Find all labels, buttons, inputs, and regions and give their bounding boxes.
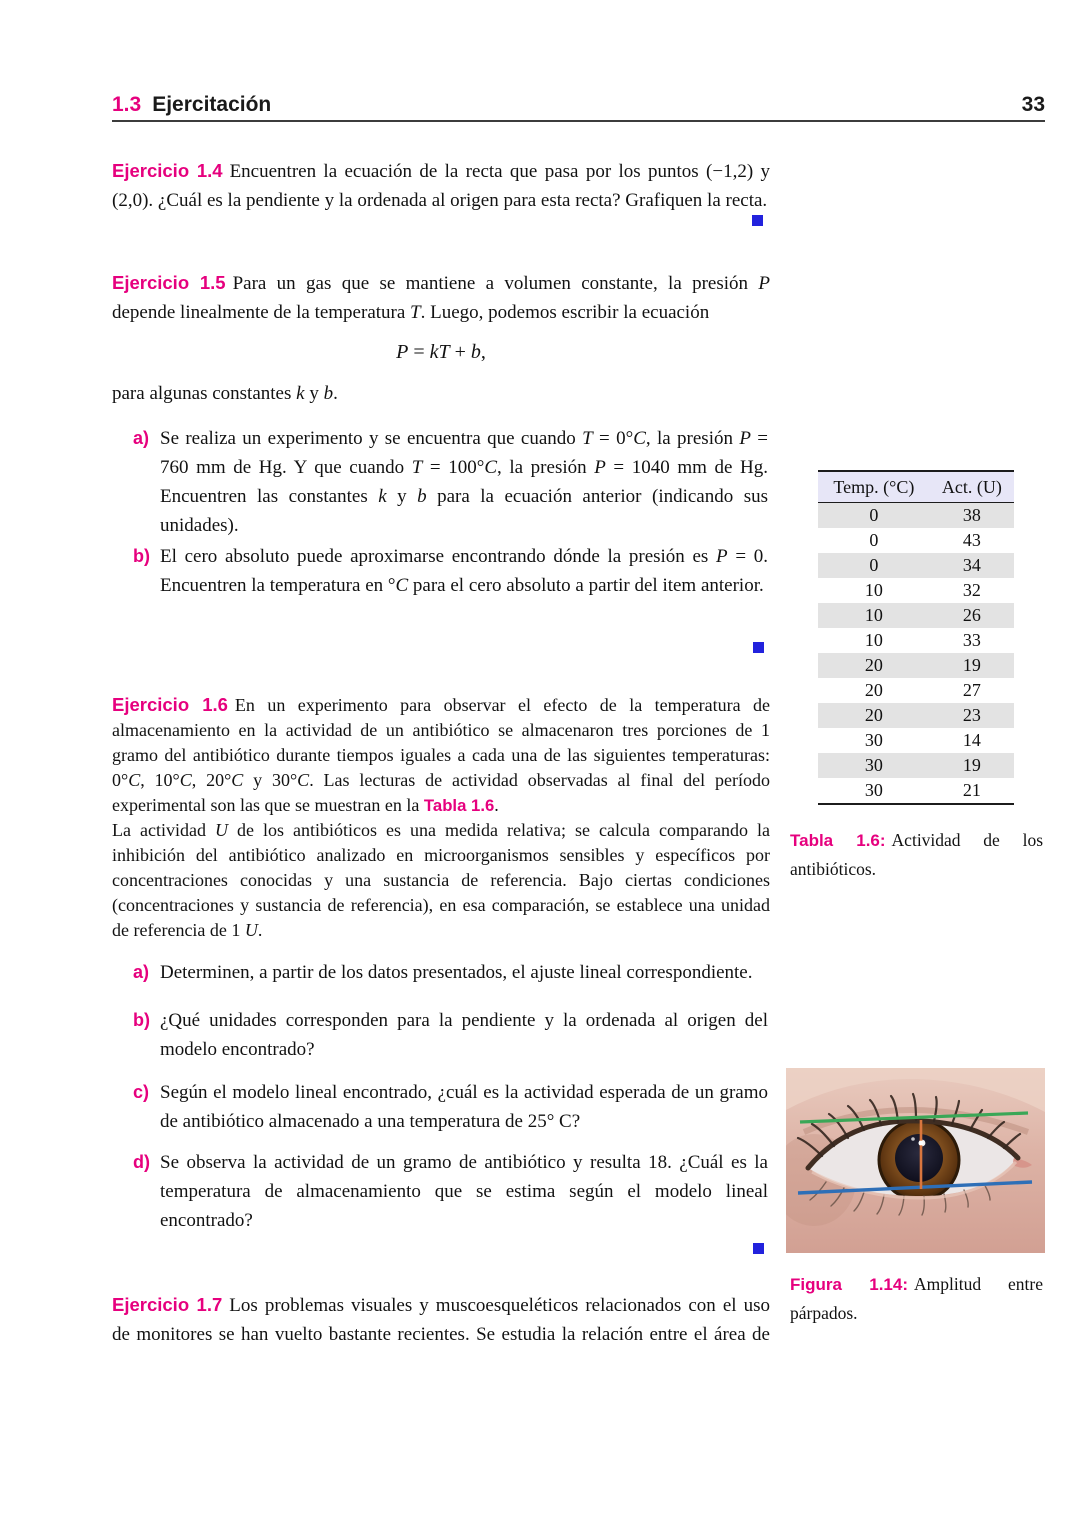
text-segment: C [395, 575, 409, 596]
exercise-1-4 [112, 156, 770, 215]
exercise-text [112, 379, 770, 408]
text-segment: b [417, 486, 427, 507]
text-segment: P [716, 546, 728, 567]
exercise-label: Ejercicio 1.6 [112, 694, 228, 715]
table-row [818, 578, 1014, 603]
item-label: d) [133, 1152, 150, 1172]
text-segment: . Las lecturas de actividad observadas al final del período experimental son las que se muestran en la [112, 770, 770, 815]
text-segment: T [582, 428, 593, 449]
table-row [818, 528, 1014, 553]
item-text [160, 1006, 768, 1064]
table-cell: 30 [864, 730, 883, 750]
page-number: 33 [1021, 93, 1045, 116]
activity-table-header [818, 471, 1014, 503]
table-cell: 21 [962, 780, 981, 800]
text-segment: El cero absoluto puede aproximarse encontrando dónde la presión es [160, 546, 717, 567]
table-cell: 0 [869, 530, 879, 550]
table-cell: 14 [962, 730, 981, 750]
text-segment: + [449, 341, 471, 363]
table-cell: 0 [869, 555, 879, 575]
table-cell: 19 [962, 755, 981, 775]
pupil [895, 1134, 943, 1182]
text-segment: k [378, 486, 387, 507]
text-segment: Se observa la actividad de un gramo de antibiótico y resulta 18. ¿Cuál es la temperatura de almacenamiento que se estima según el modelo lineal encontrado? [160, 1152, 768, 1231]
text-segment: U [244, 920, 258, 940]
text-segment: Los problemas visuales y muscoesqueléticos relacionados con el uso de monitores se han vuelto bastante recientes. Se estudia la relación entre el área de [112, 1295, 770, 1345]
table-cell: 19 [962, 655, 981, 675]
text-segment: Determinen, a partir de los datos presentados, el ajuste lineal correspondiente. [160, 962, 753, 983]
table-row [818, 678, 1014, 703]
text-segment: . [333, 383, 338, 404]
column-header: Act. (U) [930, 471, 1014, 503]
page-header [112, 93, 1045, 117]
equation [112, 338, 770, 367]
text-segment: Encuentren la ecuación de la recta que pasa por los puntos (−1,2) y (2,0). ¿Cuál es la pendiente y la ordenada al origen para esta recta? Grafiquen la recta. [112, 161, 770, 211]
text-segment: y [386, 486, 418, 507]
table-cell: 20 [864, 655, 883, 675]
text-segment: P [739, 428, 751, 449]
text-segment: P [594, 457, 606, 478]
table-caption [790, 826, 1043, 884]
item-text [160, 958, 768, 987]
exercise-1-6 [112, 692, 770, 943]
text-segment: Tabla 1.6 [423, 796, 495, 815]
table-cell: 20 [864, 680, 883, 700]
exercise-label: Ejercicio 1.5 [112, 272, 226, 293]
exercise-paragraph [112, 1290, 770, 1349]
text-segment: = 1040 mm de Hg. Encuentren las constantes [160, 457, 768, 507]
item-label: b) [133, 546, 150, 566]
text-segment: b [323, 383, 334, 404]
item-text [160, 542, 768, 600]
exercise-1-6-item-b [133, 1006, 768, 1064]
table-row [818, 653, 1014, 678]
table-row [818, 728, 1014, 753]
table-row [818, 703, 1014, 728]
item-label: a) [133, 962, 150, 982]
text-segment: para algunas constantes [112, 383, 297, 404]
item-text [160, 1148, 768, 1235]
column-header: Temp. (°C) [818, 471, 930, 503]
item-label: a) [133, 428, 150, 448]
table-cell: 20 [864, 705, 883, 725]
end-of-exercise-marker [752, 215, 763, 226]
text-segment: U [215, 820, 228, 840]
text-segment: . [494, 795, 499, 815]
table-row [818, 603, 1014, 628]
text-segment: C [231, 770, 244, 790]
table-cell: 34 [962, 555, 981, 575]
text-segment: = 0° [592, 428, 634, 449]
exercise-1-7 [112, 1290, 770, 1349]
text-segment: , 10° [140, 770, 180, 790]
exercise-1-6-item-a [133, 958, 768, 987]
text-segment: = 0. Encuentren la temperatura en ° [160, 546, 769, 596]
table-row [818, 778, 1014, 804]
exercise-1-5-continuation [112, 379, 770, 408]
exercise-paragraph [112, 268, 770, 327]
text-segment: k [296, 383, 305, 404]
text-segment: y [304, 383, 324, 404]
end-of-exercise-marker [753, 1243, 764, 1254]
exercise-label: Ejercicio 1.4 [112, 160, 223, 181]
text-segment: = [408, 341, 430, 363]
figure-eye [786, 1068, 1045, 1253]
exercise-1-6-item-c [133, 1078, 768, 1136]
table-row [818, 753, 1014, 778]
table-cell: 0 [869, 505, 879, 525]
table-cell: 10 [864, 630, 883, 650]
table-cell: 33 [962, 630, 981, 650]
text-segment: , la presión [645, 428, 740, 449]
text-segment: T [411, 457, 423, 478]
table-cell: 10 [864, 605, 883, 625]
header-rule [112, 120, 1045, 122]
exercise-1-5-item-a [133, 424, 768, 540]
text-segment: . Luego, podemos escribir la ecuación [420, 302, 710, 323]
text-segment: b [470, 341, 481, 363]
exercise-1-5-item-b [133, 542, 768, 600]
header-row [818, 471, 1014, 503]
table-cell: 10 [864, 580, 883, 600]
text-segment: Se realiza un experimento y se encuentra que cuando [160, 428, 583, 449]
text-segment: kT [429, 341, 450, 363]
text-segment: P [396, 341, 409, 363]
table-cell: 26 [962, 605, 981, 625]
text-segment: C [484, 457, 498, 478]
catchlight-small [911, 1137, 915, 1141]
exercise-paragraph [112, 156, 770, 215]
exercise-1-5 [112, 268, 770, 327]
figure-caption-text: Amplitud entre párpados. [790, 1274, 1044, 1323]
exercise-1-6-item-d [133, 1148, 768, 1235]
item-text [160, 1078, 768, 1136]
text-segment: , 20° [191, 770, 232, 790]
table-row [818, 628, 1014, 653]
exercise-paragraph [112, 692, 770, 818]
amplitude-line-dot [919, 1141, 924, 1146]
text-segment: = 760 mm de Hg. Y que cuando [160, 428, 768, 478]
text-segment: , [480, 341, 486, 363]
text-segment: C [179, 770, 192, 790]
text-segment: T [410, 302, 421, 323]
table-cell: 38 [962, 505, 981, 525]
table-caption-text: Actividad de los antibióticos. [790, 830, 1044, 879]
table-cell: 30 [864, 755, 883, 775]
table-cell: 23 [962, 705, 981, 725]
activity-table-body [818, 503, 1014, 805]
text-segment: = 100° [422, 457, 485, 478]
figure-caption [790, 1270, 1043, 1328]
text-segment: La actividad [112, 820, 215, 840]
table-cell: 32 [962, 580, 981, 600]
text-segment: C [128, 770, 141, 790]
end-of-exercise-marker [753, 642, 764, 653]
table-cell: 30 [864, 780, 883, 800]
text-segment: En un experimento para observar el efecto de la temperatura de almacenamiento en la actividad de un antibiótico se almacenaron tres porciones de 1 gramo del antibiótico durante tiempos iguales a cada una de las siguientes temperaturas: 0° [112, 695, 771, 790]
text-segment: , la presión [497, 457, 595, 478]
text-segment: C [297, 770, 310, 790]
item-text [160, 424, 768, 540]
text-segment: para la ecuación anterior (indicando sus unidades). [160, 486, 769, 536]
text-segment: Según el modelo lineal encontrado, ¿cuál es la actividad esperada de un gramo de antibiótico almacenado a una temperatura de 25° C? [160, 1082, 768, 1132]
activity-table [818, 470, 1014, 805]
text-segment: y 30° [243, 770, 298, 790]
text-segment: ¿Qué unidades corresponden para la pendiente y la ordenada al origen del modelo encontrado? [160, 1010, 768, 1060]
item-label: c) [133, 1082, 150, 1102]
text-segment: depende linealmente de la temperatura [112, 302, 411, 323]
table-row [818, 503, 1014, 529]
section-number: 1.3 [112, 93, 142, 116]
text-segment: C [633, 428, 646, 449]
text-segment: P [758, 273, 770, 294]
item-label: b) [133, 1010, 150, 1030]
exercise-paragraph [112, 818, 770, 943]
table-caption-label: Tabla 1.6: [790, 831, 886, 850]
table-cell: 27 [962, 680, 981, 700]
eye-photo [786, 1068, 1045, 1253]
text-segment: Para un gas que se mantiene a volumen constante, la presión [232, 273, 759, 294]
text-segment: . [257, 920, 263, 940]
figure-caption-label: Figura 1.14: [790, 1275, 908, 1294]
section-title: Ejercitación [152, 93, 272, 116]
table-cell: 43 [962, 530, 981, 550]
text-segment: de los antibióticos es una medida relativa; se calcula comparando la inhibición del antibiótico analizado en microorganismos sensibles y específicos por concentraciones conocidas y una sustancia de referencia. Bajo ciertas condiciones (concentraciones y sustancia de referencia), en esa comparación, se establece una unidad de referencia de 1 [112, 820, 770, 940]
table-row [818, 553, 1014, 578]
text-segment: para el cero absoluto a partir del item anterior. [408, 575, 764, 596]
exercise-label: Ejercicio 1.7 [112, 1294, 223, 1315]
